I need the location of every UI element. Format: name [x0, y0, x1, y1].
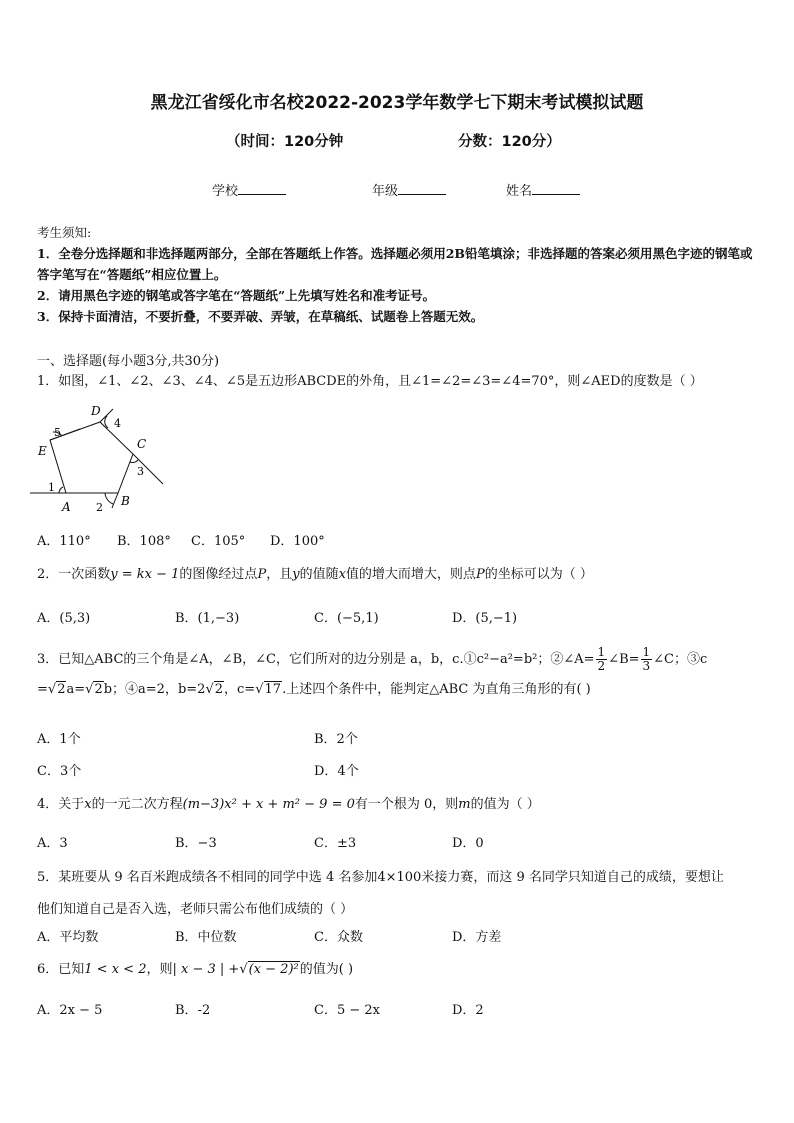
question-4: 4．关于x的一元二次方程(m−3)x² + x + m² − 9 = 0有一个根为 0，则m的值为（ ） [37, 797, 540, 812]
option-c: C．3个 [37, 764, 82, 779]
option-c: C．(−5,1) [314, 611, 379, 626]
total-score: 分数：120分） [458, 134, 561, 150]
notice-item: 2．请用黑色字迹的钢笔或答字笔在“答题纸”上先填写姓名和准考证号。 [37, 288, 436, 303]
label-3: 3 [137, 465, 144, 478]
notice-item: 3．保持卡面清洁，不要折叠，不要弄破、弄皱，在草稿纸、试题卷上答题无效。 [37, 309, 484, 324]
question-3-line-2: =√2a=√2b；④a=2，b=2√2，c=√17.上述四个条件中，能判定△ABC 为直角三角形的有( ) [37, 682, 591, 697]
option-d: D．0 [452, 836, 484, 851]
option-a: A．1个 [37, 732, 81, 747]
option-b: B．2个 [314, 732, 358, 747]
grade-blank [398, 182, 446, 195]
fraction: $\frac{1}{2}$ [597, 645, 606, 673]
notice-item: 1．全卷分选择题和非选择题两部分，全部在答题纸上作答。选择题必须用2B铅笔填涂；非选择题的答案必须用黑色字迹的钢笔或答字笔写在“答题纸”相应位置上。 [37, 246, 753, 282]
school-label: 学校 [212, 184, 239, 199]
option-c: C．105° [191, 534, 246, 549]
option-b: B．−3 [175, 836, 217, 851]
equation: (m−3)x² + x + m² − 9 = 0 [182, 797, 355, 812]
question-5: 5．某班要从 9 名百米跑成绩各不相同的同学中选 4 名参加4×100米接力赛，而这 9 名同学只知道自己的成绩，要想让 他们知道自己是否入选，老师只需公布他们成绩的（ ） [37, 870, 724, 917]
label-A: A [62, 500, 71, 514]
exam-title: 黑龙江省绥化市名校2022-2023学年数学七下期末考试模拟试题 [150, 93, 644, 113]
name-field [506, 180, 580, 199]
formula: y = kx − 1 [110, 567, 180, 582]
option-d: D．2 [452, 1003, 484, 1018]
time-limit: （时间：120分钟 [226, 134, 344, 150]
option-c: C．5 − 2x [314, 1003, 380, 1018]
question-2: 2．一次函数y = kx − 1的图像经过点P，且y的值随x值的增大而增大，则点P的坐标可以为（ ） [37, 567, 593, 582]
option-c: C．±3 [314, 836, 357, 851]
question-3-line-1: 3．已知△ABC的三个角是∠A，∠B，∠C，它们所对的边分别是 a，b，c.①c²−a²=b²；②∠A= $\frac{1}{2}$ ∠B= $\frac{1}{3}$ ∠C；③c [37, 645, 708, 673]
question-6: 6．已知1 < x < 2，则| x − 3 | +√(x − 2)²的值为( ) [37, 962, 354, 977]
option-c: C．众数 [314, 930, 363, 945]
option-d: D．4个 [314, 764, 359, 779]
pentagon-figure [30, 400, 170, 520]
school-blank [238, 182, 286, 195]
label-E: E [38, 444, 47, 458]
label-D: D [91, 404, 101, 418]
fraction: $\frac{1}{3}$ [642, 645, 651, 673]
option-d: D．100° [270, 534, 325, 549]
question-1: 1．如图，∠1、∠2、∠3、∠4、∠5是五边形ABCDE的外角，且∠1=∠2=∠3=∠4=70°，则∠AED的度数是（ ） [37, 374, 703, 389]
option-a: A．(5,3) [37, 611, 91, 626]
section-heading: 一、选择题(每小题3分,共30分) [37, 354, 220, 369]
label-2: 2 [96, 501, 103, 514]
label-C: C [137, 437, 147, 451]
candidate-notice [37, 222, 759, 327]
name-blank [532, 182, 580, 195]
label-B: B [121, 494, 130, 508]
option-a: A．110° [37, 534, 91, 549]
name-label: 姓名 [506, 184, 533, 199]
option-b: B．-2 [175, 1003, 211, 1018]
school-field [212, 180, 286, 199]
label-1: 1 [48, 481, 55, 494]
label-5: 5 [54, 426, 61, 439]
option-b: B．中位数 [175, 930, 237, 945]
grade-field [372, 180, 446, 199]
question-3 [37, 646, 759, 703]
option-d: D．(5,−1) [452, 611, 518, 626]
option-a: A．2x − 5 [37, 1003, 103, 1018]
option-d: D．方差 [452, 930, 502, 945]
label-4: 4 [114, 417, 121, 430]
option-b: B．(1,−3) [175, 611, 240, 626]
notice-heading: 考生须知: [37, 225, 92, 240]
grade-label: 年级 [372, 184, 399, 199]
option-a: A．平均数 [37, 930, 99, 945]
option-a: A．3 [37, 836, 68, 851]
option-b: B．108° [117, 534, 171, 549]
